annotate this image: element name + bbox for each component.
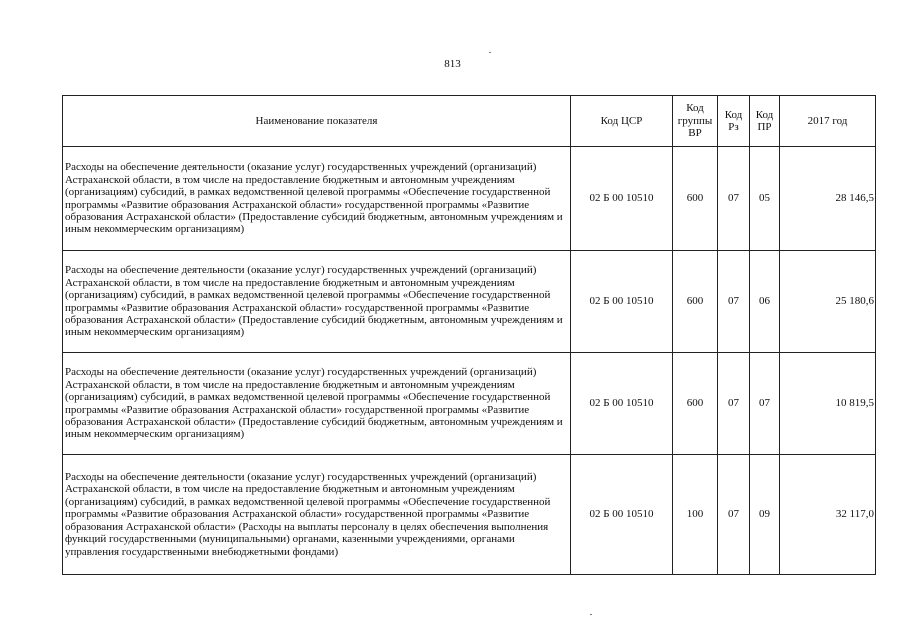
row-pr: 06 xyxy=(750,251,780,353)
row-name: Расходы на обеспечение деятельности (оказание услуг) государственных учреждений (организаций) Астраханской области, в том числе на предоставление бюджетным и автономным учреждениям (организациям) субсидий, в рамках ведомственной целевой программы «Обеспечение государственной программы «Развитие образования Астраханской области» государственной программы «Развитие образования Астраханской области» (Предоставление субсидий бюджетным, автономным учреждениям и иным некоммерческим организациям) xyxy=(63,147,571,251)
row-amount: 25 180,6 xyxy=(780,251,876,353)
row-csr: 02 Б 00 10510 xyxy=(571,455,673,575)
row-csr: 02 Б 00 10510 xyxy=(571,353,673,455)
page-number: 813 xyxy=(444,58,461,70)
table-row xyxy=(63,353,876,455)
row-rz: 07 xyxy=(718,455,750,575)
table-row xyxy=(63,455,876,575)
row-rz: 07 xyxy=(718,147,750,251)
row-vr: 100 xyxy=(673,455,718,575)
header-year: 2017 год xyxy=(780,96,876,147)
header-name: Наименование показателя xyxy=(63,96,571,147)
scan-speck xyxy=(489,52,491,53)
row-vr: 600 xyxy=(673,353,718,455)
table-header-row xyxy=(63,96,876,147)
scan-speck xyxy=(590,614,592,615)
row-rz: 07 xyxy=(718,353,750,455)
row-name: Расходы на обеспечение деятельности (оказание услуг) государственных учреждений (организаций) Астраханской области, в том числе на предоставление бюджетным и автономным учреждениям (организациям) субсидий, в рамках ведомственной целевой программы «Обеспечение государственной программы «Развитие образования Астраханской области» государственной программы «Развитие образования Астраханской области» (Предоставление субсидий бюджетным, автономным учреждениям и иным некоммерческим организациям) xyxy=(63,353,571,455)
header-vr: Код группы ВР xyxy=(673,96,718,147)
row-amount: 32 117,0 xyxy=(780,455,876,575)
row-amount: 28 146,5 xyxy=(780,147,876,251)
budget-table xyxy=(62,95,876,575)
row-amount: 10 819,5 xyxy=(780,353,876,455)
row-pr: 05 xyxy=(750,147,780,251)
row-rz: 07 xyxy=(718,251,750,353)
row-vr: 600 xyxy=(673,251,718,353)
row-pr: 09 xyxy=(750,455,780,575)
header-csr: Код ЦСР xyxy=(571,96,673,147)
table-row xyxy=(63,251,876,353)
row-csr: 02 Б 00 10510 xyxy=(571,147,673,251)
row-name: Расходы на обеспечение деятельности (оказание услуг) государственных учреждений (организаций) Астраханской области, в том числе на предоставление бюджетным и автономным учреждениям (организациям) субсидий, в рамках ведомственной целевой программы «Обеспечение государственной программы «Развитие образования Астраханской области» государственной программы «Развитие образования Астраханской области» (Предоставление субсидий бюджетным, автономным учреждениям и иным некоммерческим организациям) xyxy=(63,251,571,353)
row-name: Расходы на обеспечение деятельности (оказание услуг) государственных учреждений (организаций) Астраханской области, в том числе на предоставление бюджетным и автономным учреждениям (организациям) субсидий, в рамках ведомственной целевой программы «Обеспечение государственной программы «Развитие образования Астраханской области» государственной программы «Развитие образования Астраханской области» (Расходы на выплаты персоналу в целях обеспечения выполнения функций государственными (муниципальными) органами, казенными учреждениями, органами управления государственными внебюджетными фондами) xyxy=(63,455,571,575)
row-pr: 07 xyxy=(750,353,780,455)
table-row xyxy=(63,147,876,251)
row-csr: 02 Б 00 10510 xyxy=(571,251,673,353)
row-vr: 600 xyxy=(673,147,718,251)
header-pr: Код ПР xyxy=(750,96,780,147)
header-rz: Код Рз xyxy=(718,96,750,147)
